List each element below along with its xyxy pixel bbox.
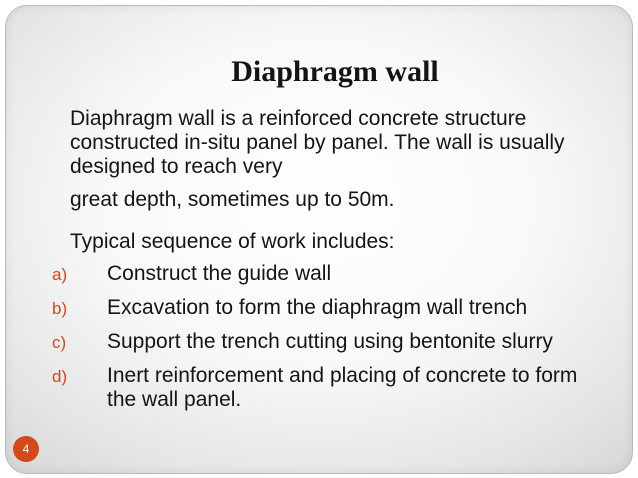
list-item-text: Construct the guide wall <box>107 262 332 285</box>
list-marker: a) <box>52 265 68 284</box>
paragraph-intro: Diaphragm wall is a reinforced concrete structure constructed in-situ panel by panel. The wall is usually designed to reach very <box>70 107 565 178</box>
list-item-text: Excavation to form the diaphragm wall trench <box>107 296 528 319</box>
paragraph-depth: great depth, sometimes up to 50m. <box>70 188 395 211</box>
list-item <box>52 262 612 286</box>
paragraph-sequence-heading: Typical sequence of work includes: <box>70 230 395 253</box>
list-marker: d) <box>52 367 68 386</box>
list-item-text: Inert reinforcement and placing of concrete to form the wall panel. <box>107 364 578 411</box>
page-number-badge: 4 <box>13 436 39 462</box>
list-item <box>52 330 612 354</box>
list-item-text: Support the trench cutting using bentonite slurry <box>107 330 553 353</box>
list-marker: c) <box>52 333 67 352</box>
list-item <box>52 296 612 320</box>
work-sequence-list <box>52 262 612 422</box>
slide-body <box>70 107 610 253</box>
slide-title: Diaphragm wall <box>231 55 439 88</box>
list-item <box>52 364 612 412</box>
list-marker: b) <box>52 299 68 318</box>
